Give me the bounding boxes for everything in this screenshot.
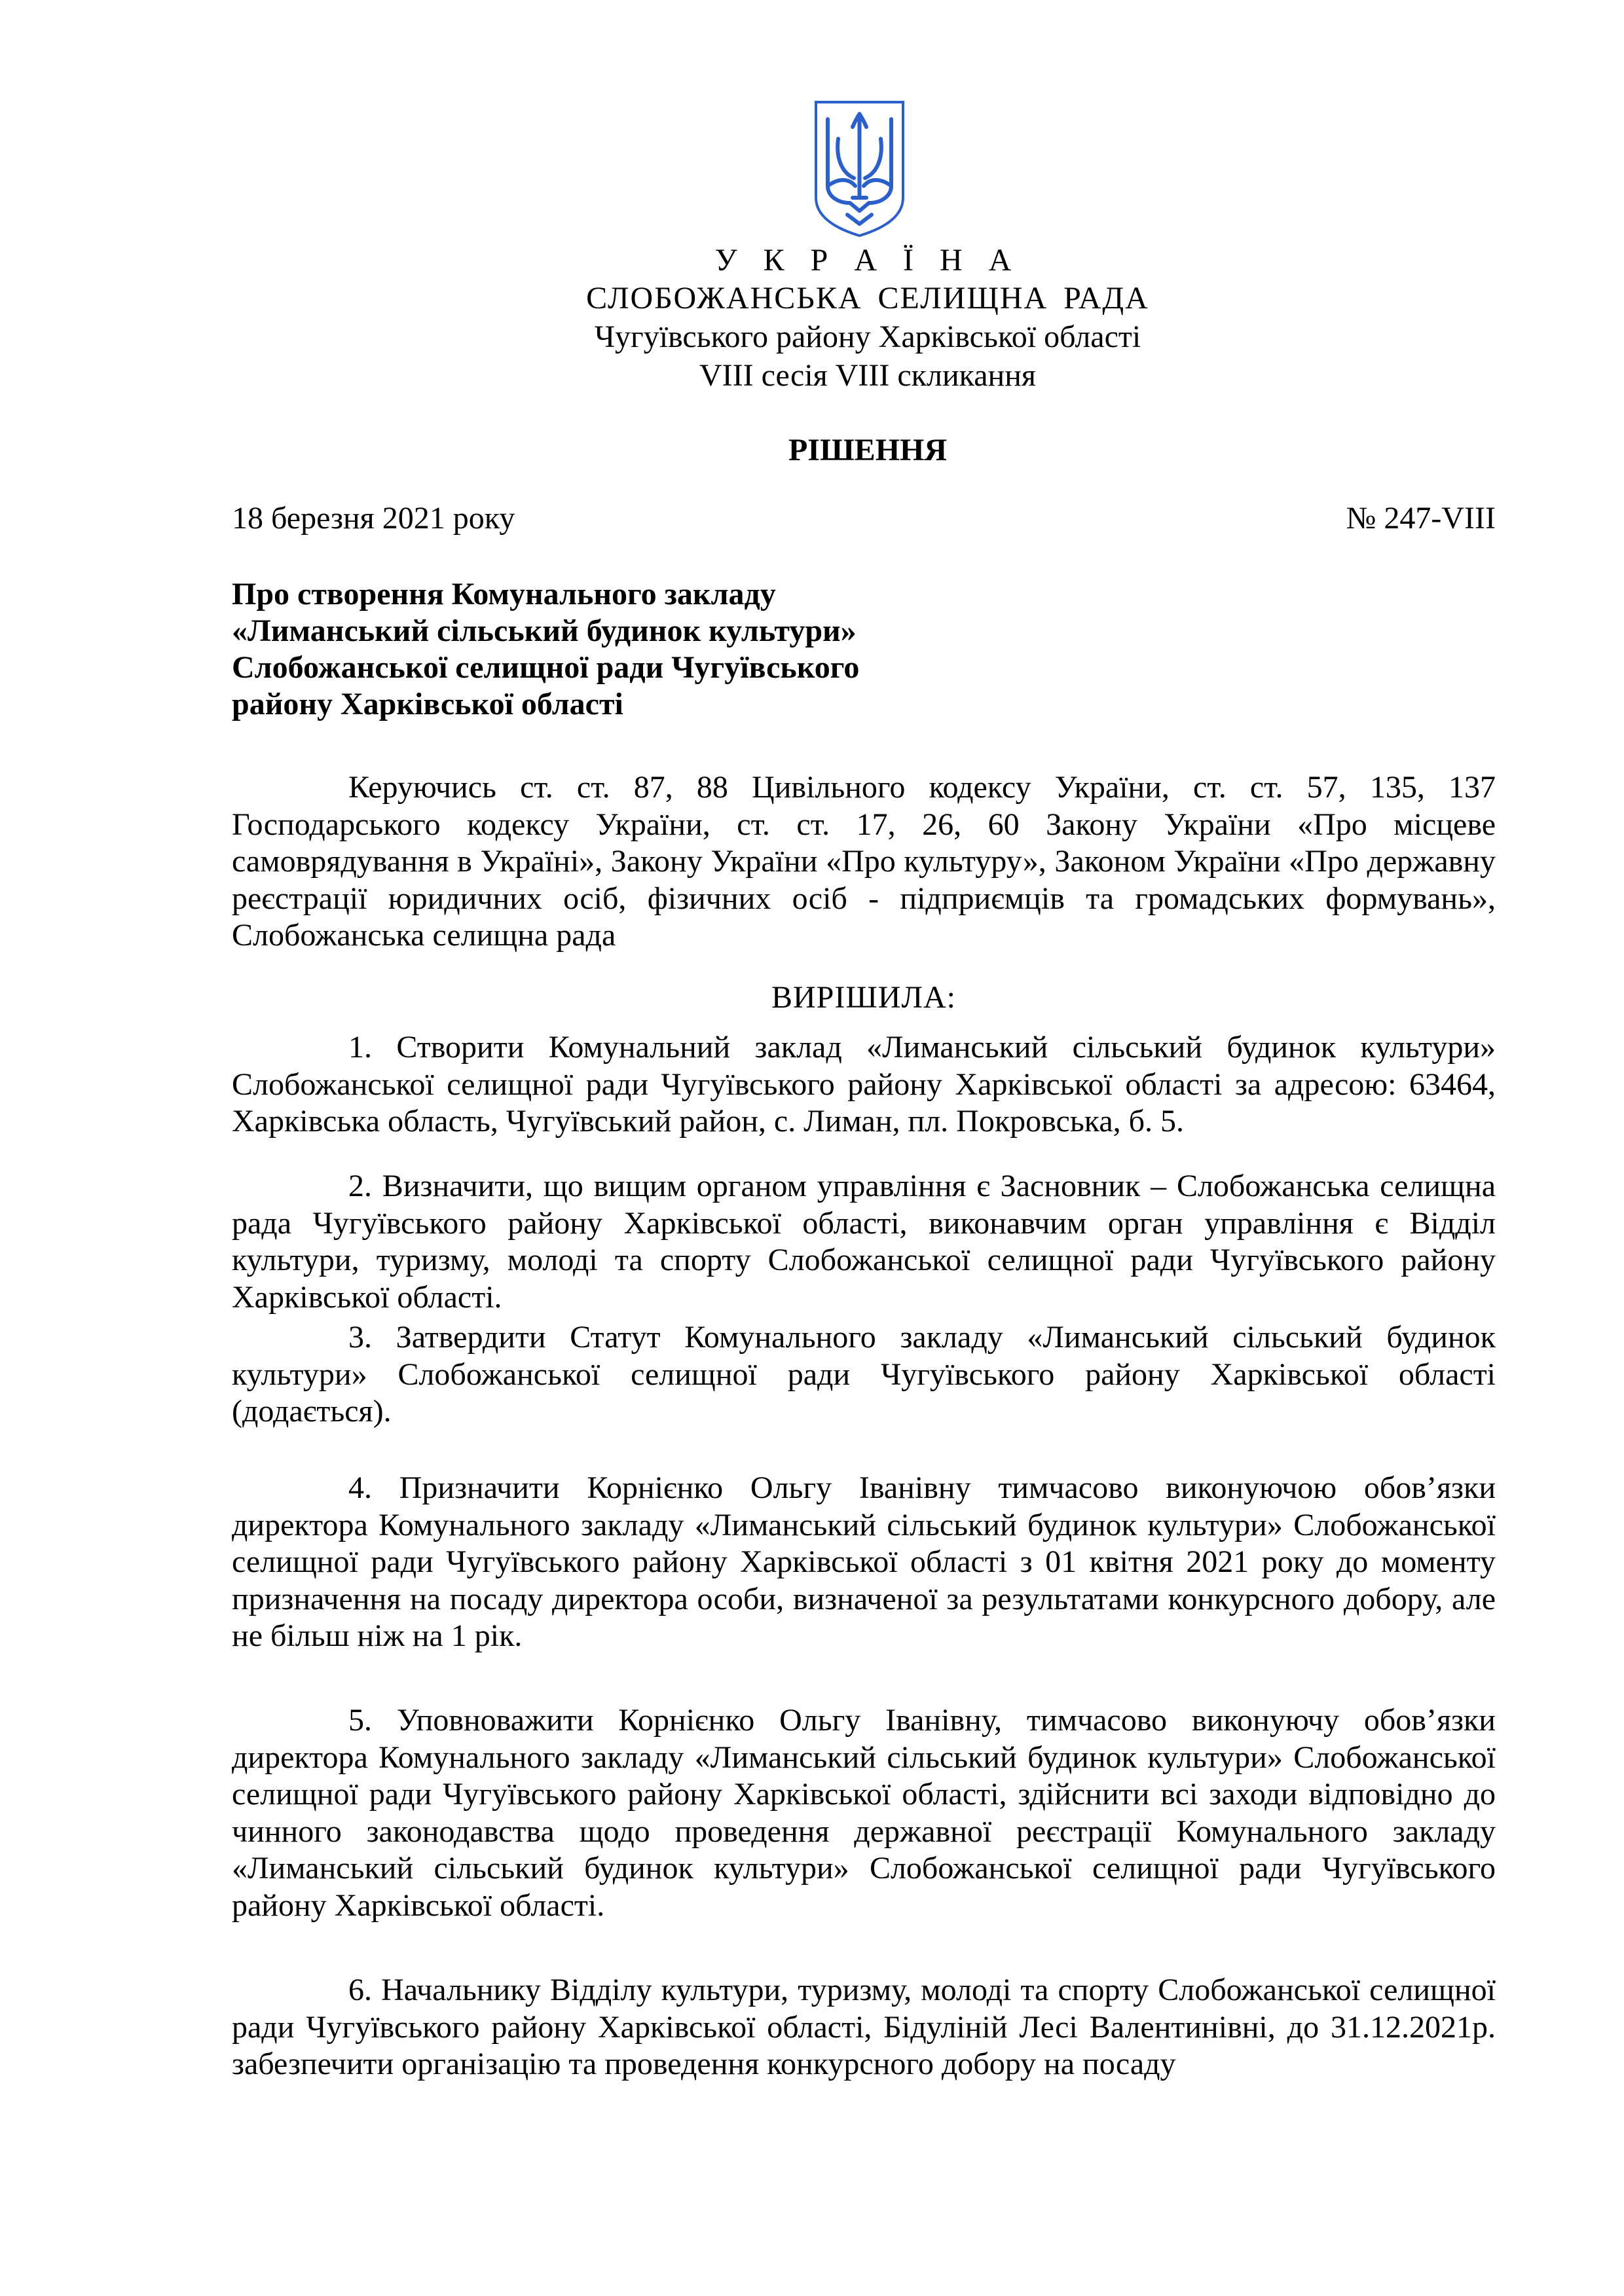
resolution-item-6: 6. Начальнику Відділу культури, туризму, молоді та спорту Слобожанської селищної ради Чугуївського району Харківської області, Бідуліній Лесі Валентинівні, до 31.12.2021р. забезпечити організацію та проведення конкурсного добору на посаду xyxy=(232,1973,1496,2081)
resolution-item-2: 2. Визначити, що вищим органом управління є Засновник – Слобожанська селищна рада Чугуївського району Харківської області, виконавчим орган управління є Відділ культури, туризму, молоді та спорту Слобожанської селищної ради Чугуївського району Харківської області. xyxy=(232,1169,1496,1315)
decision-number: № 247-VIII xyxy=(1346,501,1496,536)
council-name: СЛОБОЖАНСЬКА СЕЛИЩНА РАДА xyxy=(586,281,1149,316)
decision-subject xyxy=(232,576,1018,723)
decision-date: 18 березня 2021 року xyxy=(232,501,515,536)
session-info: VIII сесія VIII скликання xyxy=(699,358,1036,393)
resolved-heading: ВИРІШИЛА: xyxy=(771,980,956,1015)
document-type-title: РІШЕННЯ xyxy=(788,433,948,467)
trident-emblem-icon xyxy=(812,100,907,238)
subject-line: Про створення Комунального закладу xyxy=(232,577,776,611)
country-title: У К Р А Ї Н А xyxy=(714,243,1021,278)
subject-line: району Харківської області xyxy=(232,687,623,721)
resolution-item-3: 3. Затвердити Статут Комунального закладу «Лиманський сільський будинок культури» Слобожанської селищної ради Чугуївського району Харківської області (додається). xyxy=(232,1320,1496,1429)
district-name: Чугуївського району Харківської області xyxy=(594,319,1141,354)
subject-line: «Лиманський сільський будинок культури» xyxy=(232,613,857,648)
resolution-item-4: 4. Призначити Корнієнко Ольгу Іванівну тимчасово виконуючою обов’язки директора Комунального закладу «Лиманський сільський будинок культури» Слобожанської селищної ради Чугуївського району Харківської області з 01 квітня 2021 року до моменту призначення на посаду директора особи, визначеної за результатами конкурсного добору, але не більш ніж на 1 рік. xyxy=(232,1470,1496,1653)
preamble-paragraph: Керуючись ст. ст. 87, 88 Цивільного кодексу України, ст. ст. 57, 135, 137 Господарського кодексу України, ст. ст. 17, 26, 60 Закону України «Про місцеве самоврядування в Україні», Закону України «Про культуру», Законом України «Про державну реєстрації юридичних осіб, фізичних осіб - підприємців та громадських формувань», Слобожанська селищна рада xyxy=(232,770,1496,953)
resolution-item-5: 5. Уповноважити Корнієнко Ольгу Іванівну, тимчасово виконуючу обов’язки директора Комунального закладу «Лиманський сільський будинок культури» Слобожанської селищної ради Чугуївського району Харківської області, здійснити всі заходи відповідно до чинного законодавства щодо проведення державної реєстрації Комунального закладу «Лиманський сільський будинок культури» Слобожанської селищної ради Чугуївського району Харківської області. xyxy=(232,1703,1496,1923)
subject-line: Слобожанської селищної ради Чугуївського xyxy=(232,650,860,685)
resolution-item-1: 1. Створити Комунальний заклад «Лиманський сільський будинок культури» Слобожанської селищної ради Чугуївського району Харківської області за адресою: 63464, Харківська область, Чугуївський район, с. Лиман, пл. Покровська, б. 5. xyxy=(232,1030,1496,1139)
